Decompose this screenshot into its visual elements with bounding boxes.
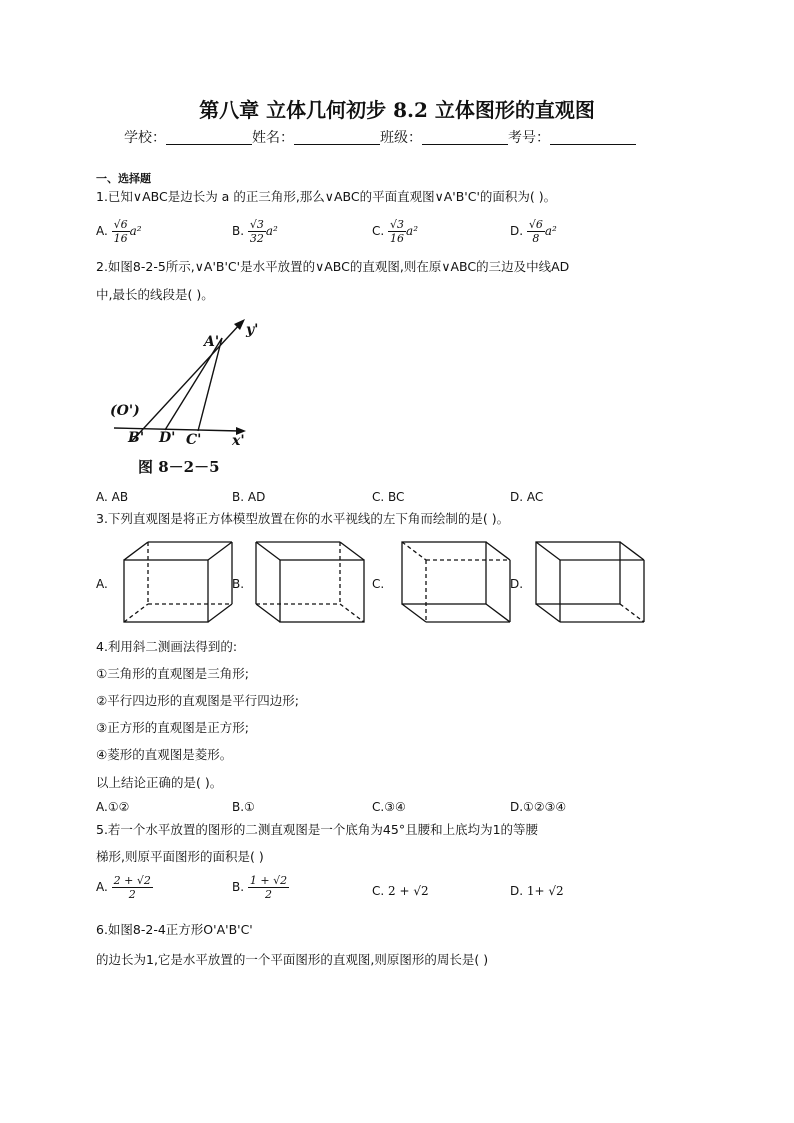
page-title: 第八章 立体几何初步 8.2 立体图形的直观图 [199, 98, 595, 122]
q4-item-1: ①三角形的直观图是三角形; [96, 666, 249, 681]
question-1: 1.已知∨ABC是边长为 a 的正三角形,那么∨ABC的平面直观图∨A'B'C'的面积为( )。 [96, 189, 557, 204]
q5-option-b[interactable]: B. $\frac{1 + √2}{2}$ [232, 874, 288, 901]
question-5-line-1: 5.若一个水平放置的图形的二测直观图是一个底角为45°且腰和上底均为1的等腰 [96, 822, 539, 837]
cube-d [536, 542, 644, 622]
question-6-line-2: 的边长为1,它是水平放置的一个平面图形的直观图,则原图形的周长是( ) [96, 952, 489, 967]
cube-c [402, 542, 510, 622]
question-2-line-1: 2.如图8-2-5所示,∨A'B'C'是水平放置的∨ABC的直观图,则在原∨ABC的三边及中线AD [96, 259, 570, 274]
q4-conclusion: 以上结论正确的是( )。 [96, 775, 223, 790]
q4-option-b[interactable]: B.① [232, 800, 255, 814]
cube-b [256, 542, 364, 622]
question-3: 3.下列直观图是将正方体模型放置在你的水平视线的左下角而绘制的是( )。 [96, 511, 510, 526]
name-label: 姓名： [252, 130, 294, 146]
q2-option-b[interactable]: B. AD [232, 490, 266, 504]
figure-caption: 图 8－2－5 [138, 458, 220, 476]
q1-option-c[interactable]: C. $\frac{√3}{16}$ a² [372, 218, 419, 245]
label-b: B' [128, 430, 145, 446]
q5-option-a[interactable]: A. $\frac{2 + √2}{2}$ [96, 874, 151, 901]
label-c: C' [186, 432, 202, 448]
question-5-line-2: 梯形,则原平面图形的面积是( ) [96, 849, 264, 864]
q2-option-c[interactable]: C. BC [372, 490, 405, 504]
q3-option-c[interactable]: C. [372, 577, 385, 591]
number-label: 考号： [508, 130, 550, 146]
label-d: D' [159, 430, 176, 446]
q4-item-3: ③正方形的直观图是正方形; [96, 720, 249, 735]
question-4: 4.利用斜二测画法得到的: [96, 639, 238, 654]
q4-item-4: ④菱形的直观图是菱形。 [96, 747, 233, 762]
label-a: A' [204, 334, 220, 350]
q3-option-a[interactable]: A. [96, 577, 108, 591]
q1-option-b[interactable]: B. $\frac{√3}{32}$ a² [232, 218, 278, 245]
q3-option-d[interactable]: D. [510, 577, 524, 591]
label-o: (O') [110, 403, 140, 419]
q1-option-d[interactable]: D. $\frac{√6}{8}$ a² [510, 218, 557, 245]
cube-a [124, 542, 232, 622]
q2-option-a[interactable]: A. AB [96, 490, 129, 504]
label-y: y' [246, 322, 259, 338]
q5-option-d[interactable]: D. 1+ √2 [510, 884, 564, 898]
section-heading: 一、选择题 [96, 172, 151, 185]
label-x: x' [232, 433, 245, 449]
q4-item-2: ②平行四边形的直观图是平行四边形; [96, 693, 299, 708]
q3-option-b[interactable]: B. [232, 577, 245, 591]
q1-option-a[interactable]: A. $\frac{√6}{16}$ a² [96, 218, 142, 245]
q4-option-c[interactable]: C.③④ [372, 800, 406, 814]
question-6-line-1: 6.如图8-2-4正方形O'A'B'C' [96, 922, 253, 937]
school-label: 学校： [124, 130, 166, 146]
q4-option-a[interactable]: A.①② [96, 800, 130, 814]
q2-option-d[interactable]: D. AC [510, 490, 544, 504]
q5-option-c[interactable]: C. 2 + √2 [372, 884, 429, 898]
q4-option-d[interactable]: D.①②③④ [510, 800, 567, 814]
class-label: 班级： [380, 130, 422, 146]
question-2-line-2: 中,最长的线段是( )。 [96, 287, 214, 302]
